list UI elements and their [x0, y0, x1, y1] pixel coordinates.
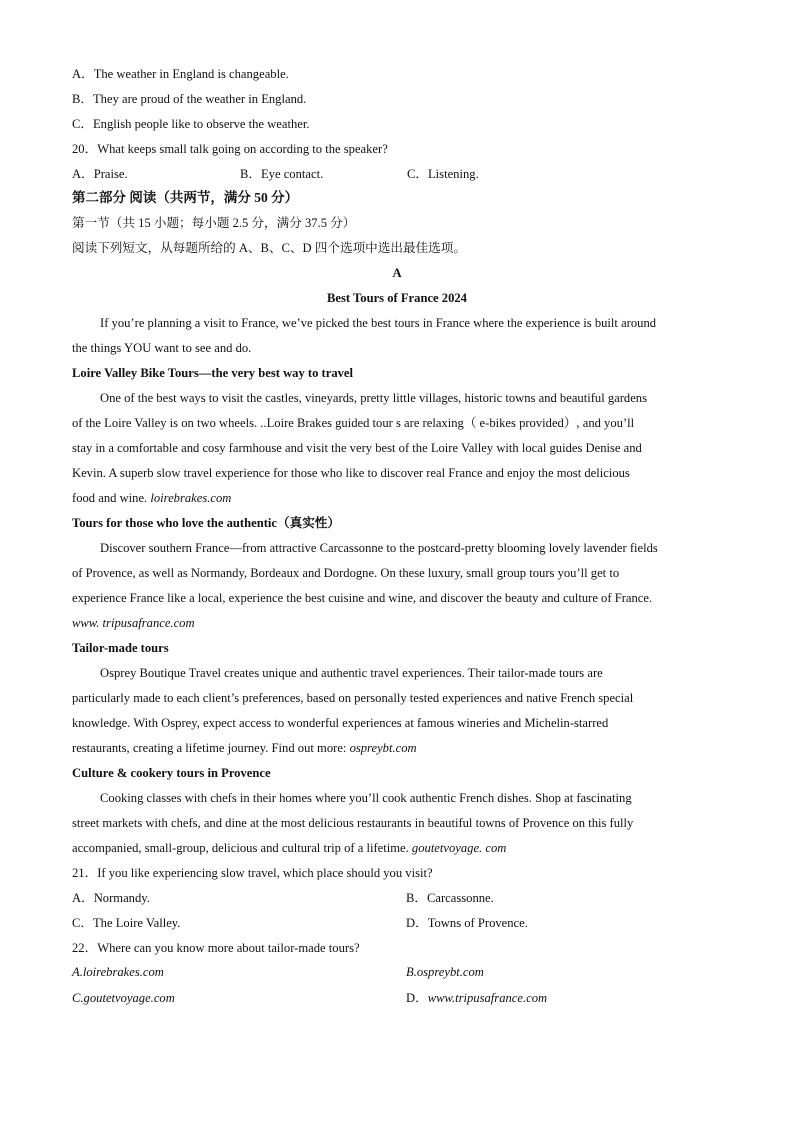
paragraph-text: accompanied, small-group, delicious and cultural trip of a lifetime.	[72, 841, 412, 855]
paragraph-line	[72, 740, 417, 756]
q20-option-a: A．Praise.	[72, 167, 128, 181]
section-heading-cookery: Culture & cookery tours in Provence	[72, 766, 271, 780]
q22-option-d	[406, 990, 547, 1006]
passage-title: Best Tours of France 2024	[327, 291, 467, 305]
paragraph-line: Osprey Boutique Travel creates unique and authentic travel experiences. Their tailor-made tours are	[100, 666, 603, 680]
part2-title: 第二部分 阅读（共两节，满分 50 分）	[72, 190, 299, 205]
q22-option-b: B.ospreybt.com	[406, 965, 484, 979]
paragraph-line: experience France like a local, experience the best cuisine and wine, and discover the beauty and culture of France.	[72, 591, 653, 605]
q21-stem: 21．If you like experiencing slow travel, which place should you visit?	[72, 866, 433, 880]
paragraph-line: knowledge. With Osprey, expect access to wonderful experiences at famous wineries and Michelin-starred	[72, 716, 609, 730]
paragraph-line: particularly made to each client’s preferences, based on personally tested experiences and native French special	[72, 691, 634, 705]
option-letter: D．	[406, 991, 428, 1005]
paragraph-line: of Provence, as well as Normandy, Bordeaux and Dordogne. On these luxury, small group tours you’ll get to	[72, 566, 620, 580]
section-heading-tailor-made: Tailor-made tours	[72, 641, 169, 655]
q19-option-c: C．English people like to observe the weather.	[72, 117, 310, 131]
q21-option-b: B．Carcassonne.	[406, 891, 494, 905]
q21-option-a: A．Normandy.	[72, 891, 150, 905]
paragraph-line: Cooking classes with chefs in their homes where you’ll cook authentic French dishes. Shop at fascinating	[100, 791, 632, 805]
paragraph-text: restaurants, creating a lifetime journey. Find out more:	[72, 741, 350, 755]
reading-instruction: 阅读下列短文，从每题所给的 A、B、C、D 四个选项中选出最佳选项。	[72, 241, 466, 255]
q20-stem: 20．What keeps small talk going on according to the speaker?	[72, 142, 388, 156]
q19-option-a: A．The weather in England is changeable.	[72, 67, 289, 81]
paragraph-line: Kevin. A superb slow travel experience for those who like to discover real France and enjoy the most delicious	[72, 466, 630, 480]
q19-option-b: B．They are proud of the weather in England.	[72, 92, 307, 106]
paragraph-line: street markets with chefs, and dine at the most delicious restaurants in beautiful towns of Provence on this fully	[72, 816, 634, 830]
intro-line: the things YOU want to see and do.	[72, 341, 252, 355]
q21-option-c: C．The Loire Valley.	[72, 916, 181, 930]
q20-option-c: C．Listening.	[407, 167, 479, 181]
paragraph-line: Discover southern France—from attractive Carcassonne to the postcard-pretty blooming lovely lavender fields	[100, 541, 658, 555]
paragraph-line	[72, 840, 506, 856]
q20-option-b: B．Eye contact.	[240, 167, 324, 181]
q21-option-d: D．Towns of Provence.	[406, 916, 528, 930]
website-link[interactable]: www. tripusafrance.com	[72, 616, 195, 630]
paragraph-line	[72, 615, 195, 631]
paragraph-line: of the Loire Valley is on two wheels. ..Loire Brakes guided tour s are relaxing（ e-bikes provided）, and you’ll	[72, 416, 635, 430]
website-link[interactable]: loirebrakes.com	[150, 491, 232, 505]
paragraph-line: stay in a comfortable and cosy farmhouse and visit the very best of the Loire Valley with local guides Denise and	[72, 441, 642, 455]
section1-info: 第一节（共 15 小题；每小题 2.5 分，满分 37.5 分）	[72, 216, 356, 230]
section-heading-loire: Loire Valley Bike Tours—the very best way to travel	[72, 366, 354, 380]
website-link[interactable]: goutetvoyage. com	[411, 841, 507, 855]
paragraph-text: food and wine.	[72, 491, 151, 505]
passage-letter: A	[392, 266, 402, 280]
intro-line: If you’re planning a visit to France, we’ve picked the best tours in France where the experience is built around	[100, 316, 657, 330]
q22-option-c: C.goutetvoyage.com	[72, 991, 175, 1005]
website-link: www.tripusafrance.com	[427, 991, 548, 1005]
website-link[interactable]: ospreybt.com	[349, 741, 417, 755]
q22-stem: 22．Where can you know more about tailor-made tours?	[72, 941, 360, 955]
paragraph-line	[72, 490, 231, 506]
paragraph-line: One of the best ways to visit the castles, vineyards, pretty little villages, historic towns and beautiful gardens	[100, 391, 648, 405]
q22-option-a: A.loirebrakes.com	[72, 965, 164, 979]
section-heading-authentic: Tours for those who love the authentic（真实性）	[72, 516, 340, 530]
